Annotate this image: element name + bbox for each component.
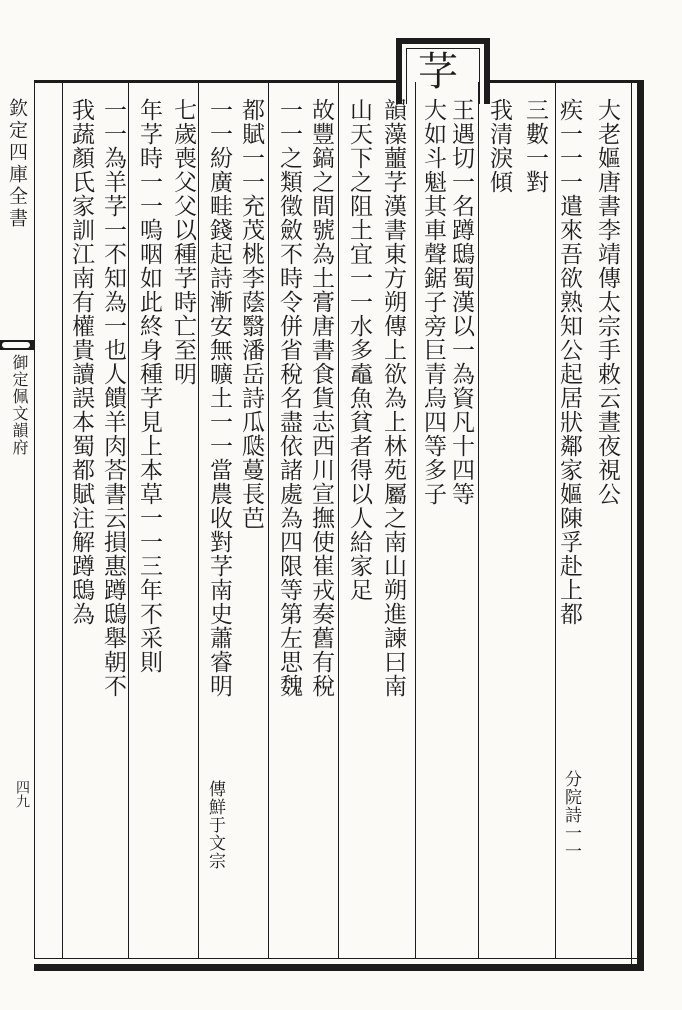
frame-top-border xyxy=(34,80,644,83)
fish-tail-notch xyxy=(2,342,30,348)
frame-bottom-border xyxy=(34,964,644,971)
text-column: 年芓時一一嗚咽如此終身種芓見上本草一一三年不采則 xyxy=(136,98,162,674)
column-rule xyxy=(62,82,63,959)
frame-right-inner-line xyxy=(631,80,632,965)
text-column-annotation: 傳鮮于文宗 xyxy=(205,780,225,870)
page-number: 四九 xyxy=(14,780,30,808)
text-column: 故豐鎬之間號為土膏唐書食貨志西川宣撫使崔戎奏舊有稅 xyxy=(308,98,334,698)
spine-divider xyxy=(34,82,35,959)
column-rule xyxy=(415,82,416,959)
text-column: 一一為羊芓一不知為一也人饋羊肉荅書云損惠蹲鴟舉朝不 xyxy=(100,98,126,698)
book-title: 御定佩文韻府 xyxy=(10,354,29,456)
column-rule xyxy=(338,82,339,959)
rhyme-character: 芓 xyxy=(418,49,458,95)
column-rule xyxy=(128,82,129,959)
column-rule xyxy=(478,82,479,959)
text-column: 都賦一一充茂桃李蔭翳潘岳詩瓜瓞蔓長芭 xyxy=(238,98,264,530)
text-column: 大如斗魁其車聲鋸子旁巨青烏四等多子 xyxy=(420,98,446,506)
frame-right-border xyxy=(637,80,644,971)
text-column: 疾一一一遣來吾欲熟知公起居狀鄰家嫗陳孚赴上都 xyxy=(556,98,582,626)
text-column: 一一紛廣畦錢起詩漸安無曠土一一當農收對芓南史蕭睿明 xyxy=(206,98,232,698)
collection-title: 欽定四庫全書 xyxy=(6,98,28,230)
text-column: 七歲喪父父以種芓時亡至明 xyxy=(170,98,196,386)
frame-bottom-inner-line xyxy=(34,958,644,959)
text-column: 三數一對 xyxy=(522,98,548,194)
text-column: 山天下之阻土宜一一水多鼁魚貧者得以人給家足 xyxy=(346,98,372,602)
text-column: 我蔬顏氏家訓江南有權貴讀誤本蜀都賦注解蹲鴟為 xyxy=(68,98,94,626)
text-column: 大老嫗唐書李靖傳太宗手敕云晝夜視公 xyxy=(594,98,620,506)
text-column: 韻藻蘁芓漢書東方朔傳上欲為上林苑屬之南山朔進諫曰南 xyxy=(380,98,406,698)
column-rule xyxy=(198,82,199,959)
text-column: 我清淚傾 xyxy=(486,98,512,194)
text-column: 分院詩一一 xyxy=(561,770,581,860)
text-column: 一一之類徵斂不時令併省稅名盡依諸處為四限等第左思魏 xyxy=(276,98,302,698)
text-column: 王遇切一名蹲鴟蜀漢以一為資凡十四等 xyxy=(448,98,474,506)
column-rule xyxy=(268,82,269,959)
